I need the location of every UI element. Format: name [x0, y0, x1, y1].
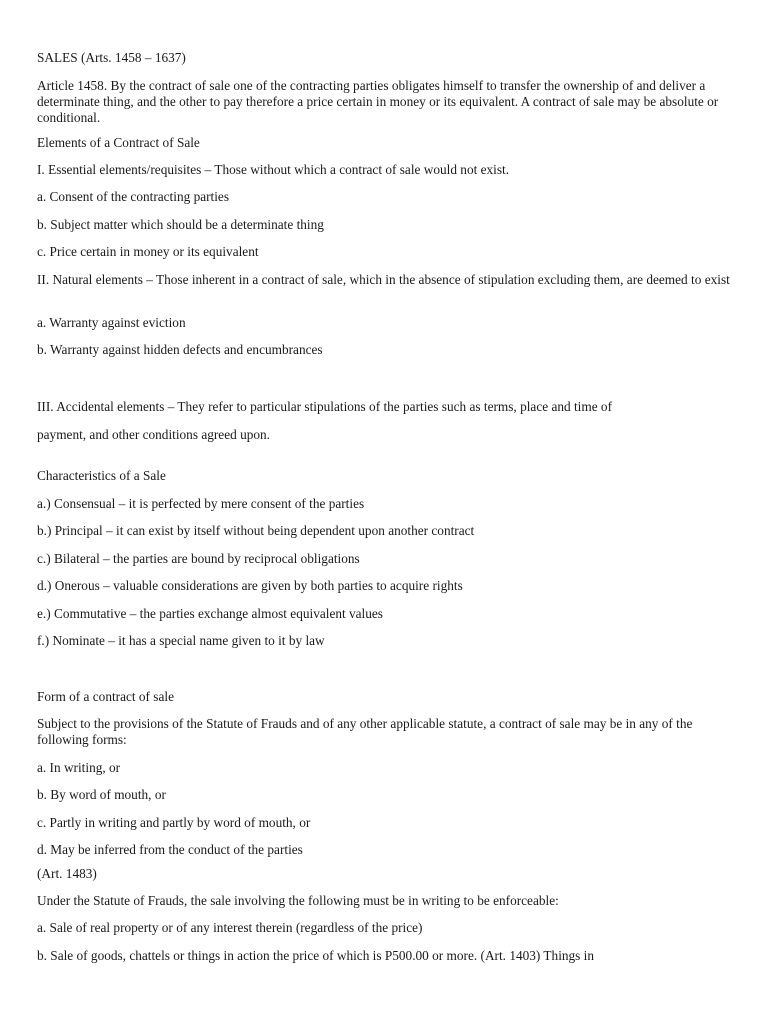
form-intro: Subject to the provisions of the Statute of Frauds and of any other applicable statute, a contract of sale may be in any of the following forms: — [37, 716, 693, 747]
form-item: a. In writing, or — [37, 760, 121, 775]
document-title: SALES (Arts. 1458 – 1637) — [37, 50, 186, 65]
characteristic-item: a.) Consensual – it is perfected by mere consent of the parties — [37, 496, 365, 511]
elements-heading: Elements of a Contract of Sale — [37, 135, 200, 150]
natural-item-a: a. Warranty against eviction — [37, 315, 186, 330]
characteristic-item: d.) Onerous – valuable considerations are given by both parties to acquire rights — [37, 578, 463, 593]
accidental-elements-line-2: payment, and other conditions agreed upon. — [37, 427, 271, 442]
essential-item-b: b. Subject matter which should be a determinate thing — [37, 217, 324, 232]
form-heading: Form of a contract of sale — [37, 689, 174, 704]
accidental-elements-line-1: III. Accidental elements – They refer to particular stipulations of the parties such as terms, place and time of — [37, 399, 613, 414]
statute-intro: Under the Statute of Frauds, the sale involving the following must be in writing to be enforceable: — [37, 893, 559, 908]
characteristic-item: b.) Principal – it can exist by itself without being dependent upon another contract — [37, 523, 475, 538]
characteristic-item: c.) Bilateral – the parties are bound by reciprocal obligations — [37, 551, 360, 566]
statute-item-b: b. Sale of goods, chattels or things in action the price of which is P500.00 or more. (Art. 1403) Things in — [37, 948, 595, 963]
form-item: c. Partly in writing and partly by word of mouth, or — [37, 815, 311, 830]
essential-elements-heading: I. Essential elements/requisites – Those without which a contract of sale would not exist. — [37, 162, 510, 177]
natural-item-b: b. Warranty against hidden defects and encumbrances — [37, 342, 323, 357]
form-item: d. May be inferred from the conduct of the parties — [37, 842, 303, 857]
characteristic-item: f.) Nominate – it has a special name given to it by law — [37, 633, 325, 648]
form-citation: (Art. 1483) — [37, 866, 97, 881]
characteristics-heading: Characteristics of a Sale — [37, 468, 166, 483]
statute-item-a: a. Sale of real property or of any interest therein (regardless of the price) — [37, 920, 423, 935]
essential-item-c: c. Price certain in money or its equivalent — [37, 244, 259, 259]
form-item: b. By word of mouth, or — [37, 787, 166, 802]
essential-item-a: a. Consent of the contracting parties — [37, 189, 230, 204]
article-1458-text: Article 1458. By the contract of sale one of the contracting parties obligates himself to transfer the ownership of and deliver a determinate thing, and the other to pay therefore a price certain in money or its equivalent. A contract of sale may be absolute or conditional. — [37, 78, 719, 125]
natural-elements-heading: II. Natural elements – Those inherent in a contract of sale, which in the absence of stipulation excluding them, are deemed to exist — [37, 272, 730, 287]
characteristic-item: e.) Commutative – the parties exchange almost equivalent values — [37, 606, 383, 621]
